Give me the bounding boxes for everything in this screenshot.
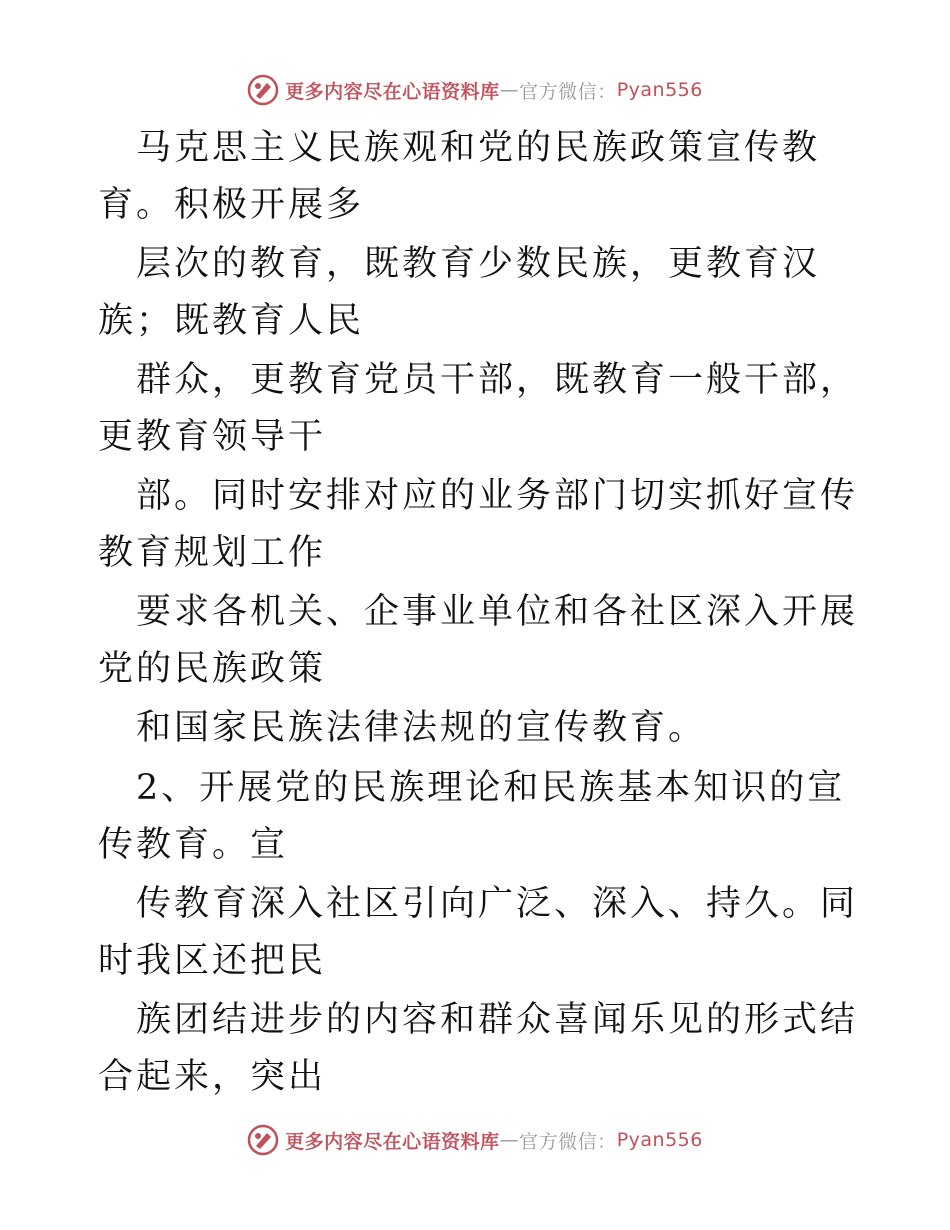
watermark-label: 官方微信： (519, 80, 617, 103)
paragraph: 族团结进步的内容和群众喜闻乐见的形式结合起来，突出 (98, 1000, 859, 1097)
watermark-separator: — (499, 79, 520, 101)
watermark-separator: — (499, 1129, 520, 1151)
brand-logo-icon (247, 1124, 279, 1156)
brand-logo-icon (247, 74, 279, 106)
paragraph: 群众，更教育党员干部，既教育一般干部，更教育领导干 (98, 360, 859, 457)
watermark-label: 官方微信： (519, 1130, 617, 1153)
watermark-brand: 更多内容尽在心语资料库 (285, 80, 500, 103)
paragraph: 马克思主义民族观和党的民族政策宣传教育。积极开展多 (98, 128, 821, 225)
watermark-id: Pyan556 (616, 79, 703, 101)
paragraph: 层次的教育，既教育少数民族，更教育汉族；既教育人民 (98, 244, 821, 341)
watermark-brand: 更多内容尽在心语资料库 (285, 1130, 500, 1153)
paragraph: 传教育深入社区引向广泛、深入、持久。同时我区还把民 (98, 884, 859, 981)
header-watermark (0, 70, 950, 110)
paragraph: 部。同时安排对应的业务部门切实抓好宣传教育规划工作 (98, 476, 859, 573)
footer-watermark (0, 1120, 950, 1160)
watermark-id: Pyan556 (616, 1129, 703, 1151)
paragraph: 2、开展党的民族理论和民族基本知识的宣传教育。宣 (98, 768, 846, 865)
paragraph: 和国家民族法律法规的宣传教育。 (136, 708, 707, 748)
paragraph: 要求各机关、企事业单位和各社区深入开展党的民族政策 (98, 592, 859, 689)
